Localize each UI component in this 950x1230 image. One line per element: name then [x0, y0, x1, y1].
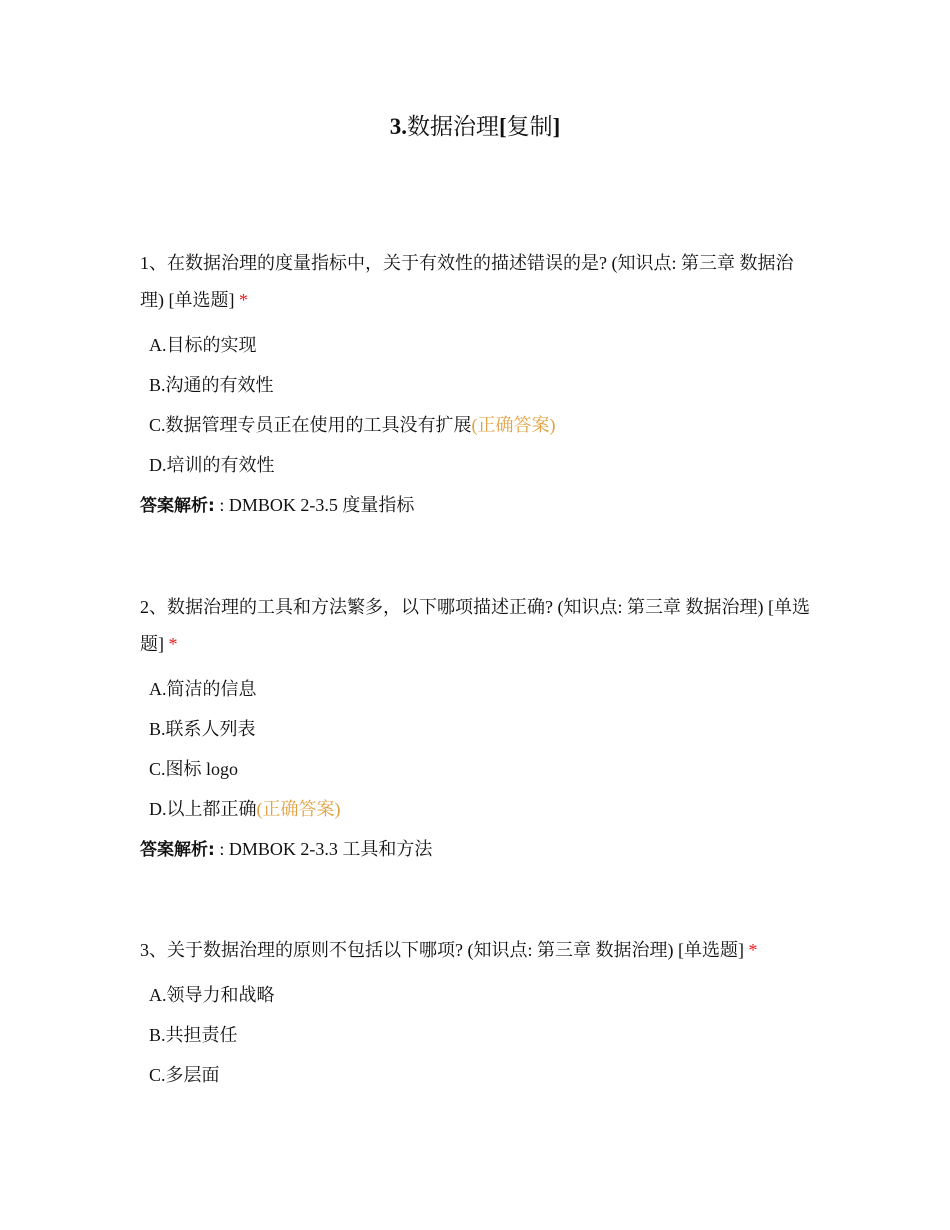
- option-text: D.以上都正确: [149, 799, 257, 819]
- title-number: 3.: [389, 114, 407, 139]
- option-c[interactable]: [140, 749, 810, 789]
- question-stem: [140, 245, 810, 319]
- question-stem-text: 1、在数据治理的度量指标中，关于有效性的描述错误的是? (知识点: 第三章 数据治理) [单选题]: [140, 253, 794, 310]
- option-c[interactable]: [140, 405, 810, 445]
- required-mark: *: [238, 290, 248, 310]
- option-text: A.目标的实现: [149, 335, 257, 355]
- analysis-text: : DMBOK 2-3.5 度量指标: [219, 495, 415, 515]
- option-text: A.简洁的信息: [149, 679, 257, 699]
- question-1: [140, 245, 810, 526]
- question-stem: [140, 932, 860, 969]
- correct-answer-label: (正确答案): [256, 799, 341, 819]
- option-a[interactable]: [140, 669, 810, 709]
- analysis-label: 答案解析:: [140, 840, 215, 860]
- title-copy: 复制: [506, 114, 553, 139]
- option-c[interactable]: [140, 1055, 860, 1095]
- option-a[interactable]: [140, 325, 810, 365]
- option-list: [140, 325, 810, 485]
- title-bracket-close: ]: [552, 114, 561, 139]
- option-text: C.图标 logo: [149, 759, 239, 779]
- option-b[interactable]: [140, 709, 810, 749]
- option-text: A.领导力和战略: [149, 985, 275, 1005]
- analysis-text: : DMBOK 2-3.3 工具和方法: [219, 839, 433, 859]
- title-text: 数据治理: [406, 114, 499, 139]
- option-d[interactable]: [140, 445, 810, 485]
- analysis-label: 答案解析:: [140, 496, 215, 516]
- option-text: C.多层面: [149, 1065, 220, 1085]
- option-b[interactable]: [140, 1015, 860, 1055]
- title-bracket-open: [: [498, 114, 507, 139]
- option-b[interactable]: [140, 365, 810, 405]
- question-3: [140, 932, 860, 1095]
- option-list: [140, 669, 810, 829]
- required-mark: *: [748, 940, 758, 960]
- answer-analysis: [140, 829, 810, 870]
- option-a[interactable]: [140, 975, 860, 1015]
- option-d[interactable]: [140, 789, 810, 829]
- option-list: [140, 975, 860, 1095]
- required-mark: *: [168, 634, 178, 654]
- option-text: B.共担责任: [149, 1025, 238, 1045]
- option-text: B.沟通的有效性: [149, 375, 274, 395]
- question-2: [140, 589, 810, 870]
- answer-analysis: [140, 485, 810, 526]
- correct-answer-label: (正确答案): [471, 415, 556, 435]
- option-text: D.培训的有效性: [149, 455, 275, 475]
- question-stem-text: 3、关于数据治理的原则不包括以下哪项? (知识点: 第三章 数据治理) [单选题]: [140, 940, 744, 960]
- page-title: [0, 110, 950, 144]
- option-text: B.联系人列表: [149, 719, 256, 739]
- question-stem-text: 2、数据治理的工具和方法繁多，以下哪项描述正确? (知识点: 第三章 数据治理) [单选题]: [140, 597, 810, 654]
- option-text: C.数据管理专员正在使用的工具没有扩展: [149, 415, 472, 435]
- question-stem: [140, 589, 810, 663]
